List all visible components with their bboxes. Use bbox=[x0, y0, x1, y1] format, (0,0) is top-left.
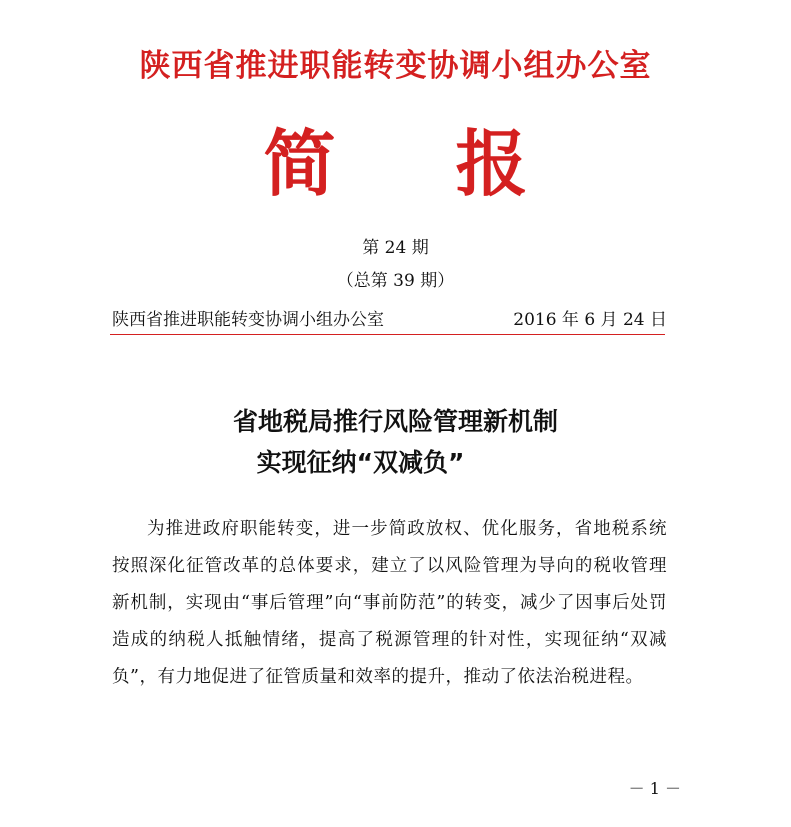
bulletin-title bbox=[0, 122, 791, 206]
issue-number: 第 24 期 bbox=[362, 238, 429, 258]
article-title-line-2: 实现征纳“双减负” bbox=[256, 448, 465, 477]
issuer-heading: 陕西省推进职能转变协调小组办公室 bbox=[139, 48, 652, 84]
office-name: 陕西省推进职能转变协调小组办公室 bbox=[112, 310, 384, 330]
issue-date: 2016 年 6 月 24 日 bbox=[513, 310, 667, 330]
article-paragraph: 为推进政府职能转变，进一步简政放权、优化服务，省地税系统按照深化征管改革的总体要求，建立了以风险管理为导向的税收管理新机制，实现由“事后管理”向“事前防范”的转变，减少了因事后处罚造成的纳税人抵触情绪，提高了税源管理的针对性，实现征纳“双减负”，有力地促进了征管质量和效率的提升，推动了依法治税进程。 bbox=[112, 519, 667, 687]
red-divider bbox=[110, 334, 665, 335]
total-issue-number: （总第 39 期） bbox=[336, 271, 455, 291]
page-number: － 1 － bbox=[628, 779, 681, 798]
bulletin-title-spacer bbox=[336, 128, 456, 200]
article-title-line-1: 省地税局推行风险管理新机制 bbox=[232, 407, 558, 436]
bulletin-title-char-1: 简 bbox=[263, 122, 336, 206]
meta-row bbox=[112, 305, 667, 330]
bulletin-title-char-2: 报 bbox=[455, 122, 528, 206]
